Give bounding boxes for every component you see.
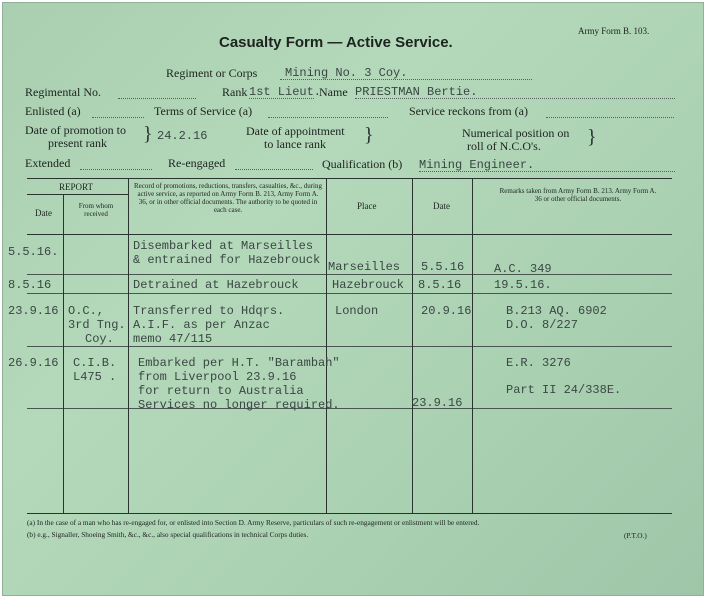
promotion-label-1: Date of promotion to	[25, 123, 126, 137]
row4-date: 26.9.16	[8, 356, 59, 370]
row2-place: Hazebrouck	[332, 278, 405, 292]
regimental-no-line	[118, 98, 196, 99]
row1-remarks: A.C. 349	[494, 262, 552, 276]
numerical-label-2: roll of N.C.O's.	[467, 139, 541, 153]
table-header-rule	[27, 234, 672, 235]
regimental-no-label: Regimental No.	[25, 85, 101, 99]
row4-from-line1: C.I.B.	[73, 356, 117, 370]
promotion-brace: }	[143, 123, 153, 145]
row2-record-line1: Detrained at Hazebrouck	[133, 278, 299, 292]
regiment-label: Regiment or Corps	[166, 66, 258, 80]
table-top-rule	[27, 178, 672, 179]
place-header: Place	[357, 201, 377, 211]
name-label: Name	[319, 85, 348, 99]
reengaged-line	[235, 169, 313, 170]
row4-remarks-line2: Part II 24/338E.	[506, 383, 622, 397]
promotion-label-2: present rank	[48, 136, 107, 150]
row4-from-line2: L475 .	[73, 370, 117, 384]
terms-line	[268, 117, 388, 118]
pto-note: (P.T.O.)	[624, 531, 647, 540]
report-header: REPORT	[59, 182, 93, 192]
numerical-brace: }	[587, 126, 597, 148]
row3-record-line2: A.I.F. as per Anzac	[133, 318, 270, 332]
row1-place: Marseilles	[328, 260, 401, 274]
from-whom-header: From whom received	[78, 202, 114, 218]
row3-date: 23.9.16	[8, 304, 59, 318]
row3-from-line2: 3rd Tng.	[68, 318, 126, 332]
page-title: Casualty Form — Active Service.	[219, 34, 453, 51]
reengaged-label: Re-engaged	[168, 156, 226, 170]
row4-record-line4: Services no longer required.	[138, 398, 340, 412]
row3-from-line3: Coy.	[85, 332, 114, 346]
reckons-label: Service reckons from (a)	[409, 104, 528, 118]
qualification-label: Qualification (b)	[322, 157, 403, 171]
row1-record-line1: Disembarked at Marseilles	[133, 239, 314, 253]
row4-date2: 23.9.16	[412, 396, 463, 410]
qualification-line	[419, 171, 675, 172]
col-rule-date	[63, 194, 64, 513]
row2-remarks: 19.5.16.	[494, 278, 552, 292]
enlisted-line	[92, 117, 144, 118]
row3-remarks-line1: B.213 AQ. 6902	[506, 304, 607, 318]
row1-date: 5.5.16.	[8, 245, 59, 259]
row1-date2: 5.5.16	[421, 260, 465, 274]
row4-remarks-line1: E.R. 3276	[506, 356, 571, 370]
row4-record-line3: for return to Australia	[138, 384, 304, 398]
appointment-label-2: to lance rank	[264, 137, 326, 151]
row-rule-4	[27, 408, 672, 409]
col-rule-from	[128, 178, 129, 513]
row4-record-line1: Embarked per H.T. "Barambah"	[138, 356, 340, 370]
row-rule-3	[27, 346, 672, 347]
row3-date2: 20.9.16	[421, 304, 472, 318]
remarks-header: Remarks taken from Army Form B. 213. Army Form A. 36 or other official documents.	[499, 187, 657, 203]
col-rule-date2	[472, 178, 473, 513]
date2-header: Date	[433, 201, 450, 211]
row4-record-line2: from Liverpool 23.9.16	[138, 370, 297, 384]
record-header: Record of promotions, reductions, transfers, casualties, &c., during active service, as reported on Army Form B. 213, Army Form A. 36, or in other official documents. The authority to be quoted in each case.	[134, 182, 322, 214]
col-rule-record	[326, 178, 327, 513]
footnote-a: (a) In the case of a man who has re-engaged for, or enlisted into Section D. Army Reserve, particulars of such re-engagement or enlistment will be entered.	[27, 518, 480, 527]
table-bottom-rule	[27, 513, 672, 514]
form-paper	[2, 2, 704, 596]
terms-label: Terms of Service (a)	[154, 104, 253, 118]
row-rule-1	[27, 274, 672, 275]
row3-from-line1: O.C.,	[68, 304, 105, 318]
appointment-label-1: Date of appointment	[246, 124, 345, 138]
extended-line	[80, 169, 152, 170]
row3-place: London	[335, 304, 379, 318]
row-rule-2	[27, 293, 672, 294]
extended-label: Extended	[25, 156, 71, 170]
regiment-value: Mining No. 3 Coy.	[285, 66, 408, 80]
numerical-label-1: Numerical position on	[462, 126, 570, 140]
rank-label: Rank	[222, 85, 248, 99]
promotion-date-value: 24.2.16	[157, 129, 208, 143]
row1-record-line2: & entrained for Hazebrouck	[133, 253, 321, 267]
footnote-b: (b) e.g., Signaller, Shoeing Smith, &c., &c., also special qualifications in technical Corps duties.	[27, 530, 309, 539]
form-number: Army Form B. 103.	[578, 26, 650, 36]
enlisted-label: Enlisted (a)	[25, 104, 81, 118]
qualification-value: Mining Engineer.	[419, 158, 535, 172]
appointment-brace: }	[364, 124, 374, 146]
name-value: PRIESTMAN Bertie.	[355, 85, 478, 99]
row3-record-line3: memo 47/115	[133, 332, 213, 346]
reckons-line	[546, 117, 674, 118]
report-sub-rule	[27, 194, 128, 195]
rank-line	[249, 98, 314, 99]
row2-date2: 8.5.16	[418, 278, 462, 292]
row2-date: 8.5.16	[8, 278, 52, 292]
row3-remarks-line2: D.O. 8/227	[506, 318, 579, 332]
name-line	[355, 98, 675, 99]
date-header: Date	[35, 208, 52, 218]
rank-value: 1st Lieut.	[249, 85, 322, 99]
row3-record-line1: Transferred to Hdqrs.	[133, 304, 285, 318]
col-rule-place	[412, 178, 413, 513]
